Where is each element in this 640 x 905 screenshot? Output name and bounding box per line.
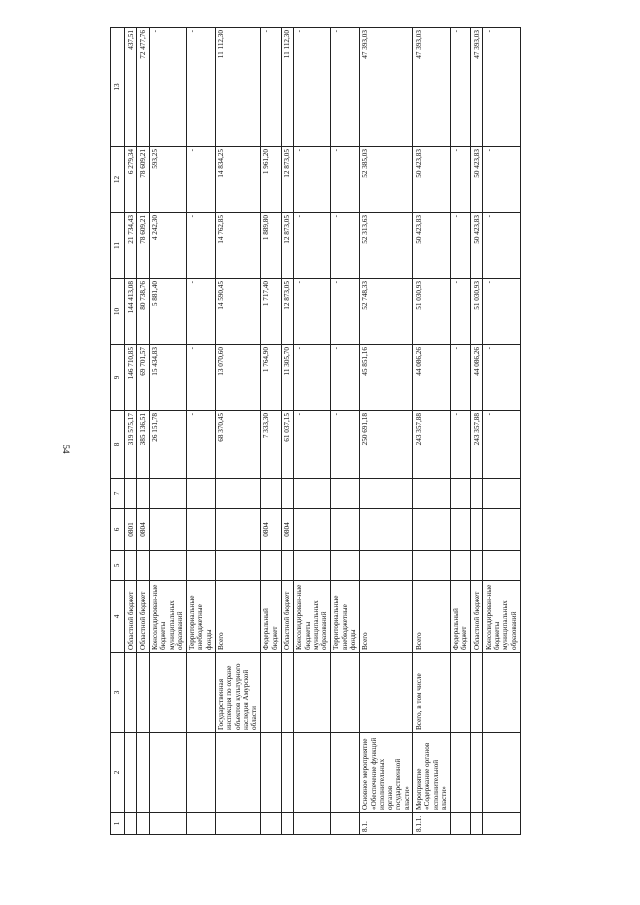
table-cell: Всего	[215, 581, 260, 653]
table-cell	[450, 733, 471, 813]
table-cell	[149, 733, 186, 813]
table-row	[215, 28, 260, 835]
table-cell: -	[260, 28, 281, 147]
table-cell: 69 701,57	[137, 345, 149, 411]
table-cell	[260, 479, 281, 509]
table-cell	[281, 813, 293, 835]
page-number: 54	[61, 444, 71, 454]
table-cell: -	[483, 279, 520, 345]
table-cell: 47 393,03	[471, 28, 483, 147]
table-cell: 0804	[281, 509, 293, 551]
table-cell	[149, 479, 186, 509]
table-cell: -	[483, 411, 520, 479]
column-header: 13	[111, 28, 125, 147]
table-cell	[125, 479, 137, 509]
table-cell	[450, 551, 471, 581]
table-row	[293, 28, 330, 835]
table-cell: -	[293, 147, 330, 213]
table-cell	[293, 733, 330, 813]
table-cell	[125, 653, 137, 733]
column-header: 2	[111, 733, 125, 813]
table-cell	[215, 551, 260, 581]
table-cell	[293, 479, 330, 509]
table-row	[137, 28, 149, 835]
table-cell: 13 070,60	[215, 345, 260, 411]
table-cell: -	[450, 147, 471, 213]
table-cell	[215, 479, 260, 509]
table-cell	[359, 653, 413, 733]
table-cell: 437,51	[125, 28, 137, 147]
table-cell: 45 851,16	[359, 345, 413, 411]
table-cell: -	[330, 411, 359, 479]
table-cell: 78 609,21	[137, 147, 149, 213]
table-cell: 0801	[125, 509, 137, 551]
column-header: 6	[111, 509, 125, 551]
table-cell: 26 151,78	[149, 411, 186, 479]
table-cell	[471, 551, 483, 581]
table-cell	[125, 733, 137, 813]
table-cell: 78 609,21	[137, 213, 149, 279]
table-cell	[137, 813, 149, 835]
table-cell: -	[450, 28, 471, 147]
table-cell: 21 734,43	[125, 213, 137, 279]
table-cell: -	[330, 279, 359, 345]
table-cell	[330, 813, 359, 835]
rotated-table-container	[110, 30, 580, 835]
table-cell: -	[330, 213, 359, 279]
table-cell: 47 393,03	[359, 28, 413, 147]
table-cell: 47 393,03	[413, 28, 450, 147]
table-cell	[471, 733, 483, 813]
table-cell: Территориальные внебюджетные фонды	[186, 581, 215, 653]
table-cell: -	[330, 147, 359, 213]
table-cell: 44 086,26	[471, 345, 483, 411]
table-cell: -	[483, 147, 520, 213]
table-cell: -	[450, 411, 471, 479]
column-header: 10	[111, 279, 125, 345]
table-cell: Территориальные внебюджетные фонды	[330, 581, 359, 653]
table-cell	[149, 653, 186, 733]
table-cell: Основное мероприятие «Обеспечение функций исполнительных органов государственной власти»	[359, 733, 413, 813]
table-cell	[359, 551, 413, 581]
table-cell: 50 423,83	[471, 147, 483, 213]
table-cell: 44 086,26	[413, 345, 450, 411]
table-cell: 243 357,88	[413, 411, 450, 479]
table-cell: Всего	[359, 581, 413, 653]
table-cell	[483, 653, 520, 733]
column-header: 12	[111, 147, 125, 213]
table-cell	[483, 733, 520, 813]
table-cell	[137, 733, 149, 813]
table-row	[483, 28, 520, 835]
table-cell: -	[450, 279, 471, 345]
table-cell: 319 575,17	[125, 411, 137, 479]
table-row	[450, 28, 471, 835]
table-cell	[483, 551, 520, 581]
table-cell: Консолидирован-ные бюджеты муниципальных образований	[149, 581, 186, 653]
table-cell: 12 873,05	[281, 213, 293, 279]
table-cell	[215, 813, 260, 835]
table-cell: -	[293, 411, 330, 479]
table-cell	[125, 813, 137, 835]
table-cell	[281, 733, 293, 813]
column-header: 1	[111, 813, 125, 835]
table-cell: -	[483, 28, 520, 147]
table-cell: Федеральный бюджет	[450, 581, 471, 653]
table-cell: Областной бюджет	[137, 581, 149, 653]
table-cell: 51 030,93	[471, 279, 483, 345]
table-cell	[483, 813, 520, 835]
table-cell	[215, 733, 260, 813]
table-cell: Государственная инспекция по охране объектов культурного наследия Амурской области	[215, 653, 260, 733]
table-cell: Областной бюджет	[471, 581, 483, 653]
table-cell: 14 834,25	[215, 147, 260, 213]
table-cell: 0804	[260, 509, 281, 551]
table-cell: 80 738,76	[137, 279, 149, 345]
table-cell: 5 881,40	[149, 279, 186, 345]
table-cell	[137, 479, 149, 509]
table-cell	[149, 509, 186, 551]
table-cell: -	[186, 411, 215, 479]
table-row	[281, 28, 293, 835]
table-cell	[330, 551, 359, 581]
table-cell: 61 037,15	[281, 411, 293, 479]
column-header: 9	[111, 345, 125, 411]
column-header: 4	[111, 581, 125, 653]
table-cell: 0804	[137, 509, 149, 551]
table-cell: 14 590,45	[215, 279, 260, 345]
table-cell	[260, 551, 281, 581]
table-cell: 250 691,18	[359, 411, 413, 479]
table-cell: 1 961,20	[260, 147, 281, 213]
table-cell: 50 423,83	[413, 213, 450, 279]
table-cell: 243 357,88	[471, 411, 483, 479]
table-cell	[137, 653, 149, 733]
table-cell	[471, 813, 483, 835]
table-cell	[186, 509, 215, 551]
table-cell: 15 434,83	[149, 345, 186, 411]
table-cell: 144 413,08	[125, 279, 137, 345]
column-header: 5	[111, 551, 125, 581]
table-cell	[471, 653, 483, 733]
table-cell	[281, 479, 293, 509]
table-cell: 11 112,30	[215, 28, 260, 147]
table-cell	[330, 509, 359, 551]
table-cell: -	[450, 213, 471, 279]
table-cell: 4 242,30	[149, 213, 186, 279]
table-cell	[359, 509, 413, 551]
table-cell: 8.1.1.	[413, 813, 450, 835]
table-cell: -	[186, 345, 215, 411]
table-cell: 14 762,85	[215, 213, 260, 279]
table-cell	[450, 479, 471, 509]
table-cell	[281, 551, 293, 581]
table-cell: 52 748,33	[359, 279, 413, 345]
table-cell: -	[293, 279, 330, 345]
table-cell: 11 305,70	[281, 345, 293, 411]
table-cell: -	[149, 28, 186, 147]
table-cell	[450, 509, 471, 551]
table-cell	[186, 653, 215, 733]
table-cell: 51 030,93	[413, 279, 450, 345]
table-cell: 50 423,83	[413, 147, 450, 213]
table-cell: 385 136,51	[137, 411, 149, 479]
table-cell	[450, 813, 471, 835]
table-row	[359, 28, 413, 835]
column-header: 11	[111, 213, 125, 279]
table-row	[260, 28, 281, 835]
table-cell	[413, 551, 450, 581]
table-cell: Всего	[413, 581, 450, 653]
table-cell	[483, 509, 520, 551]
table-cell	[330, 653, 359, 733]
table-cell: 1 889,80	[260, 213, 281, 279]
table-cell: Мероприятие «Содержание органов исполнительной власти»	[413, 733, 450, 813]
budget-table	[110, 27, 521, 835]
table-cell	[281, 653, 293, 733]
table-cell: -	[186, 147, 215, 213]
table-cell: -	[186, 213, 215, 279]
table-cell	[471, 509, 483, 551]
table-cell	[186, 479, 215, 509]
table-cell	[293, 551, 330, 581]
table-cell: Федеральный бюджет	[260, 581, 281, 653]
table-cell: -	[483, 213, 520, 279]
column-header: 8	[111, 411, 125, 479]
table-cell	[125, 551, 137, 581]
table-cell: 1 717,40	[260, 279, 281, 345]
table-cell: 146 710,85	[125, 345, 137, 411]
table-cell: -	[293, 28, 330, 147]
table-row	[149, 28, 186, 835]
column-header: 3	[111, 653, 125, 733]
table-cell: Областной бюджет	[281, 581, 293, 653]
table-cell: 7 333,30	[260, 411, 281, 479]
table-cell	[260, 733, 281, 813]
table-cell: 593,25	[149, 147, 186, 213]
table-cell	[215, 509, 260, 551]
table-cell	[137, 551, 149, 581]
table-cell: -	[186, 28, 215, 147]
header-row	[111, 28, 125, 835]
table-cell: Всего, в том числе	[413, 653, 450, 733]
table-cell: -	[186, 279, 215, 345]
table-cell: 1 764,90	[260, 345, 281, 411]
table-body	[125, 28, 521, 835]
table-cell: -	[483, 345, 520, 411]
table-row	[186, 28, 215, 835]
table-cell: 50 423,83	[471, 213, 483, 279]
table-cell	[413, 479, 450, 509]
table-cell	[413, 509, 450, 551]
table-cell	[260, 653, 281, 733]
table-cell	[450, 653, 471, 733]
table-cell	[330, 733, 359, 813]
table-cell	[186, 551, 215, 581]
table-cell	[483, 479, 520, 509]
table-cell	[293, 509, 330, 551]
table-cell: 8.1.	[359, 813, 413, 835]
table-row	[330, 28, 359, 835]
table-cell: -	[450, 345, 471, 411]
table-cell	[330, 479, 359, 509]
table-cell: Областной бюджет	[125, 581, 137, 653]
table-cell: Консолидирован-ные бюджеты муниципальных образований	[293, 581, 330, 653]
table-cell: -	[293, 345, 330, 411]
table-row	[413, 28, 450, 835]
table-cell	[293, 653, 330, 733]
table-row	[125, 28, 137, 835]
table-cell	[149, 551, 186, 581]
table-cell	[186, 733, 215, 813]
table-cell: -	[330, 345, 359, 411]
column-header: 7	[111, 479, 125, 509]
table-cell	[186, 813, 215, 835]
table-cell: 52 313,63	[359, 213, 413, 279]
table-cell: -	[330, 28, 359, 147]
table-cell	[149, 813, 186, 835]
table-cell: 12 873,05	[281, 279, 293, 345]
table-cell: 52 385,03	[359, 147, 413, 213]
table-cell: 6 279,34	[125, 147, 137, 213]
table-cell: 11 112,30	[281, 28, 293, 147]
table-cell	[471, 479, 483, 509]
table-cell	[359, 479, 413, 509]
table-cell: 12 873,05	[281, 147, 293, 213]
table-cell: Консолидирован-ные бюджеты муниципальных образований	[483, 581, 520, 653]
table-cell: 72 477,76	[137, 28, 149, 147]
rotated-table-frame	[110, 30, 580, 835]
table-cell	[260, 813, 281, 835]
table-cell	[293, 813, 330, 835]
table-cell: 68 370,45	[215, 411, 260, 479]
table-cell: -	[293, 213, 330, 279]
table-row	[471, 28, 483, 835]
